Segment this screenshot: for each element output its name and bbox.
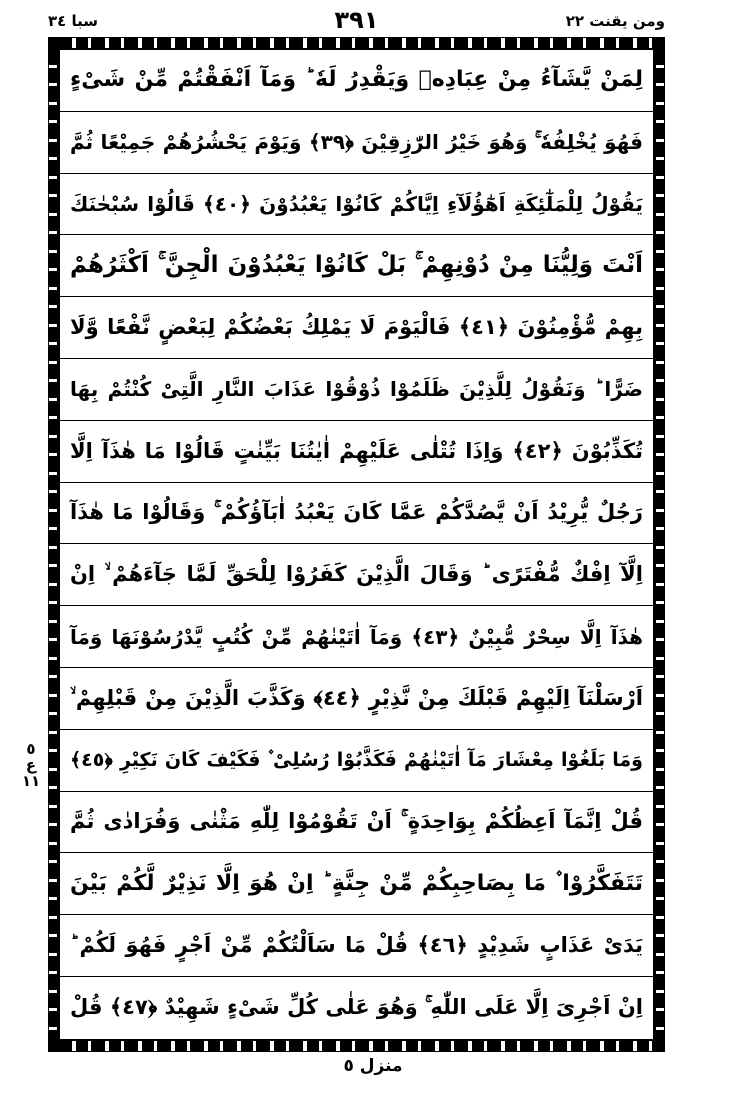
verse-text: رَجُلٌ يُّرِيْدُ اَنْ يَّصُدَّكُمْ عَمَّا كَانَ يَعْبُدُ اٰبَآؤُكُمْ ۚ وَقَالُوْا مَا هٰذَآ: [70, 500, 643, 525]
text-line: [60, 915, 653, 977]
text-block: [59, 49, 654, 1040]
page-header: [48, 6, 665, 36]
page-number: ٣٩١: [334, 6, 379, 34]
text-line: [60, 297, 653, 359]
frame-ornament-right: [656, 49, 664, 1040]
text-line: [60, 421, 653, 483]
text-line: [60, 792, 653, 854]
verse-text: لِمَنْ يَّشَآءُ مِنْ عِبَادِهٖ وَيَقْدِرُ لَهٗ ؕ وَمَآ اَنْفَقْتُمْ مِّنْ شَیْءٍ: [70, 67, 643, 93]
text-line: [60, 977, 653, 1039]
manzil-label: منزل ٥: [343, 1056, 403, 1076]
frame-ornament-left: [49, 49, 57, 1040]
verse-text: ضَرًّا ؕ وَنَقُوْلُ لِلَّذِيْنَ ظَلَمُوْا ذُوْقُوْا عَذَابَ النَّارِ الَّتِیْ كُنْتُمْ بِهَا: [70, 377, 643, 402]
text-line: [60, 668, 653, 730]
ruku-symbol: ع: [25, 755, 37, 774]
verse-text: تَتَفَكَّرُوْا ۫ مَا بِصَاحِبِكُمْ مِّنْ جِنَّةٍ ؕ اِنْ هُوَ اِلَّا نَذِيْرٌ لَّكُمْ بَيْنَ: [70, 870, 643, 896]
ruku-number: ٥: [26, 740, 36, 758]
verse-text: بِهِمْ مُّؤْمِنُوْنَ ﴿٤١﴾ فَالْيَوْمَ لَا يَمْلِكُ بَعْضُكُمْ لِبَعْضٍ نَّفْعًا وَّلَا: [70, 315, 643, 340]
verse-text: اِلَّآ اِفْكٌ مُّفْتَرًى ؕ وَقَالَ الَّذِيْنَ كَفَرُوْا لِلْحَقِّ لَمَّا جَآءَهُمْ ۙ اِنْ: [70, 562, 643, 587]
text-line: [60, 112, 653, 174]
juz-name-label: ومن يقنت ٢٢: [565, 12, 665, 30]
verse-text: اَرْسَلْنَآ اِلَيْهِمْ قَبْلَكَ مِنْ نَّذِيْرٍ ﴿٤٤﴾ وَكَذَّبَ الَّذِيْنَ مِنْ قَبْلِهِمْ ۙ: [70, 685, 643, 710]
text-line: [60, 853, 653, 915]
verse-text: هٰذَآ اِلَّا سِحْرٌ مُّبِيْنٌ ﴿٤٣﴾ وَمَآ اٰتَيْنٰهُمْ مِّنْ كُتُبٍ يَّدْرُسُوْنَهَا وَمَآ: [70, 624, 644, 649]
verse-text: اَنْتَ وَلِيُّنَا مِنْ دُوْنِهِمْ ۚ بَلْ كَانُوْا يَعْبُدُوْنَ الْجِنَّ ۚ اَكْثَرُهُمْ: [70, 252, 643, 279]
verse-text: يَقُوْلُ لِلْمَلٰٓئِكَةِ اَهٰٓؤُلَآءِ اِيَّاكُمْ كَانُوْا يَعْبُدُوْنَ ﴿٤٠﴾ قَالُوْا سُبْحٰنَكَ: [70, 191, 644, 216]
verse-text: وَمَا بَلَغُوْا مِعْشَارَ مَآ اٰتَيْنٰهُمْ فَكَذَّبُوْا رُسُلِیْ ۫ فَكَيْفَ كَانَ نَكِيْرِ ﴿٤٥﴾: [70, 748, 643, 771]
ruku-count: ١١: [21, 771, 41, 790]
ruku-marker: [18, 742, 44, 789]
text-line: [60, 235, 653, 297]
text-line: [60, 483, 653, 545]
verse-text: تُكَذِّبُوْنَ ﴿٤٢﴾ وَاِذَا تُتْلٰى عَلَيْهِمْ اٰيٰتُنَا بَيِّنٰتٍ قَالُوْا مَا هٰذَآ اِلَّا: [70, 438, 643, 463]
text-line: [60, 730, 653, 792]
verse-text: يَدَیْ عَذَابٍ شَدِيْدٍ ﴿٤٦﴾ قُلْ مَا سَاَلْتُكُمْ مِّنْ اَجْرٍ فَهُوَ لَكُمْ ؕ: [70, 933, 643, 958]
text-line: [60, 174, 653, 236]
verse-text: اِنْ اَجْرِیَ اِلَّا عَلَى اللّٰهِ ۚ وَهُوَ عَلٰى كُلِّ شَیْءٍ شَهِيْدٌ ﴿٤٧﴾ قُلْ: [70, 995, 643, 1020]
text-line: [60, 544, 653, 606]
text-line: [60, 50, 653, 112]
frame-ornament-top: [58, 38, 655, 48]
page-frame: [48, 37, 665, 1052]
text-line: [60, 606, 653, 668]
frame-ornament-bottom: [58, 1041, 655, 1051]
verse-text: قُلْ اِنَّمَآ اَعِظُكُمْ بِوَاحِدَةٍ ۚ اَنْ تَقُوْمُوْا لِلّٰهِ مَثْنٰى وَفُرَادٰى ثُمَّ: [70, 809, 643, 834]
surah-name-label: سبا ٣٤: [48, 12, 99, 30]
verse-text: فَهُوَ يُخْلِفُهٗ ۚ وَهُوَ خَيْرُ الرّٰزِقِيْنَ ﴿٣٩﴾ وَيَوْمَ يَحْشُرُهُمْ جَمِيْعًا ثُمَّ: [70, 130, 643, 155]
text-line: [60, 359, 653, 421]
